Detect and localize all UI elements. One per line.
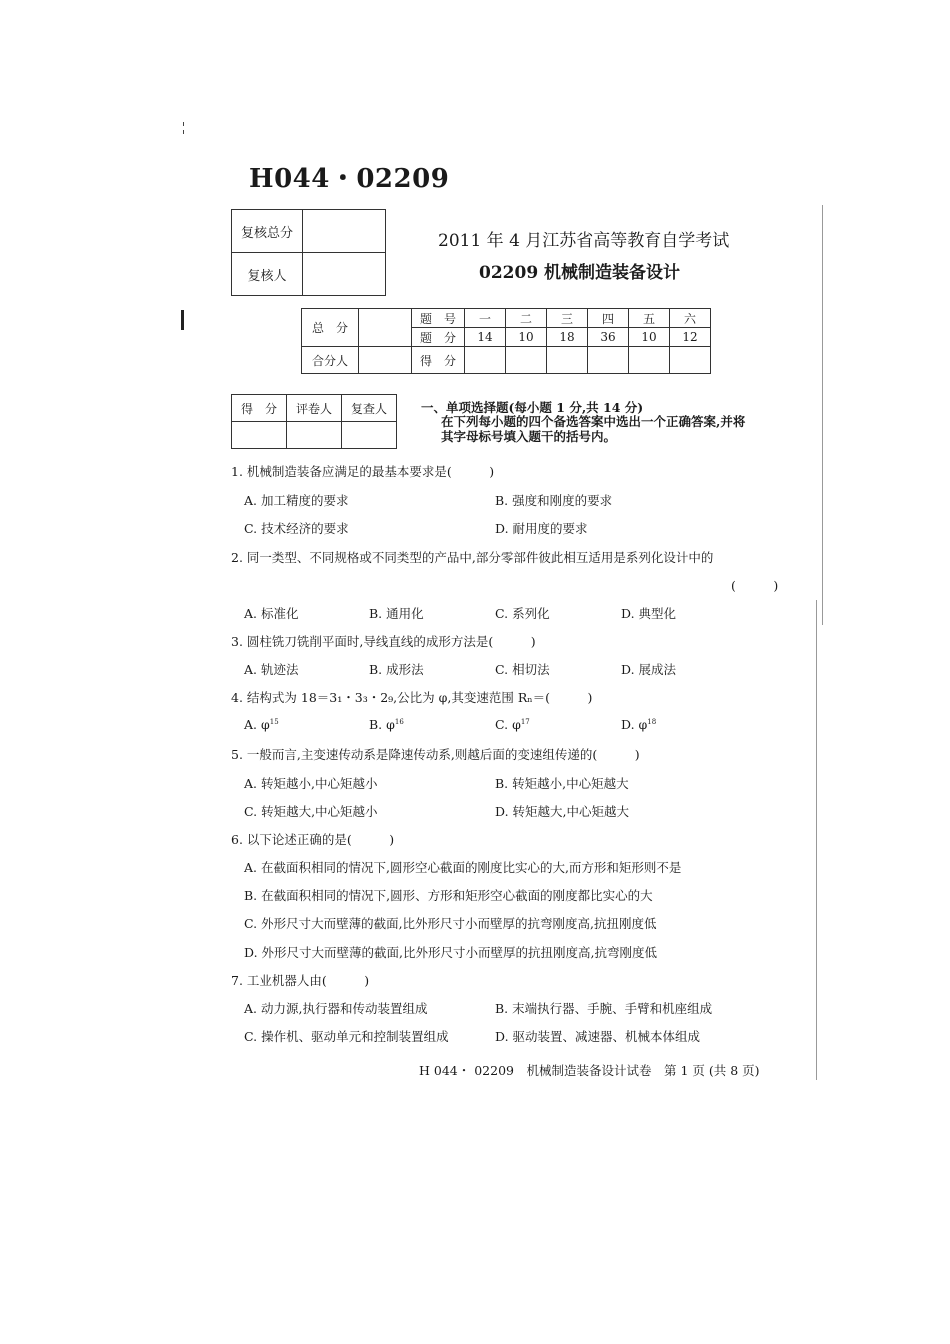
checker-cell <box>342 422 397 449</box>
scan-edge <box>816 600 817 1080</box>
scan-mark <box>181 310 184 330</box>
option-c: C. 相切法 <box>495 662 550 677</box>
option-d: D. 展成法 <box>621 662 677 677</box>
instruction-line: 其字母标号填入题干的括号内。 <box>441 429 617 444</box>
grader-table <box>231 394 397 449</box>
combiner-label: 合分人 <box>302 347 359 374</box>
option-d: D. 耐用度的要求 <box>495 521 588 536</box>
section-title: 一、单项选择题(每小题 1 分,共 14 分) <box>421 400 644 415</box>
total-label: 总 分 <box>302 309 359 347</box>
option-b: B. 在截面积相同的情况下,圆形、方形和矩形空心截面的刚度都比实心的大 <box>244 888 653 903</box>
checker-label: 复查人 <box>342 395 397 422</box>
points-label: 题 分 <box>412 328 465 347</box>
answer-paren: ( ) <box>731 578 779 593</box>
question-no-label: 题 号 <box>412 309 465 328</box>
col-1: 一 <box>465 309 506 328</box>
page-footer: H 044・ 02209 机械制造装备设计试卷 第 1 页 (共 8 页) <box>419 1063 760 1078</box>
question-stem: 4. 结构式为 18＝3₁・3₃・2₉,公比为 φ,其变速范围 Rₙ＝( ) <box>231 690 593 705</box>
option-b: B. 转矩越小,中心矩越大 <box>495 776 629 791</box>
got-3 <box>547 347 588 374</box>
option-a: A. 标准化 <box>244 606 299 621</box>
option-a: A. 动力源,执行器和传动装置组成 <box>244 1001 428 1016</box>
question-stem: 6. 以下论述正确的是( ) <box>231 832 395 847</box>
option-a: A. 转矩越小,中心矩越小 <box>244 776 378 791</box>
points-6: 12 <box>670 328 711 347</box>
reviewer-label: 复核人 <box>232 253 303 296</box>
points-3: 18 <box>547 328 588 347</box>
option-d: D. 典型化 <box>621 606 677 621</box>
option-a: A. 加工精度的要求 <box>244 493 349 508</box>
option-c: C. 转矩越大,中心矩越小 <box>244 804 378 819</box>
option-d: D. 驱动装置、减速器、机械本体组成 <box>495 1029 701 1044</box>
col-2: 二 <box>506 309 547 328</box>
exam-subtitle: 02209 机械制造装备设计 <box>479 263 681 283</box>
question-stem: 5. 一般而言,主变速传动系是降速传动系,则越后面的变速组传递的( ) <box>231 747 640 762</box>
option-c: C. 系列化 <box>495 606 550 621</box>
got-4 <box>588 347 629 374</box>
option-c: C. 操作机、驱动单元和控制装置组成 <box>244 1029 449 1044</box>
reviewer-cell <box>303 253 386 296</box>
grader-cell <box>287 422 342 449</box>
option-d: D. 转矩越大,中心矩越大 <box>495 804 629 819</box>
option-a: A. 在截面积相同的情况下,圆形空心截面的刚度比实心的大,而方形和矩形则不是 <box>244 860 682 875</box>
review-box <box>231 209 386 296</box>
got-6 <box>670 347 711 374</box>
option-b: B. 通用化 <box>369 606 424 621</box>
question-stem: 1. 机械制造装备应满足的最基本要求是( ) <box>231 464 495 479</box>
option-b: B. 末端执行器、手腕、手臂和机座组成 <box>495 1001 713 1016</box>
question-stem: 3. 圆柱铣刀铣削平面时,导线直线的成形方法是( ) <box>231 634 536 649</box>
option-d: D. $\varphi^{18}$ <box>621 717 657 732</box>
option-a: A. $\varphi^{15}$ <box>244 717 279 732</box>
points-1: 14 <box>465 328 506 347</box>
total-cell <box>359 309 412 347</box>
col-5: 五 <box>629 309 670 328</box>
got-label: 得 分 <box>412 347 465 374</box>
section-instructions <box>441 414 801 444</box>
option-c: C. $\varphi^{17}$ <box>495 717 530 732</box>
total-review-cell <box>303 210 386 253</box>
instruction-line: 在下列每小题的四个备选答案中选出一个正确答案,并将 <box>441 414 746 429</box>
points-2: 10 <box>506 328 547 347</box>
grader-score-label: 得 分 <box>232 395 287 422</box>
got-1 <box>465 347 506 374</box>
got-2 <box>506 347 547 374</box>
scan-edge <box>822 205 823 625</box>
option-a: A. 轨迹法 <box>244 662 299 677</box>
paper-code: H044・02209 <box>249 164 450 194</box>
option-b: B. $\varphi^{16}$ <box>369 717 404 732</box>
option-b: B. 强度和刚度的要求 <box>495 493 613 508</box>
option-c: C. 技术经济的要求 <box>244 521 349 536</box>
col-6: 六 <box>670 309 711 328</box>
combiner-cell <box>359 347 412 374</box>
option-b: B. 成形法 <box>369 662 424 677</box>
option-d: D. 外形尺寸大而壁薄的截面,比外形尺寸小而壁厚的抗扭刚度高,抗弯刚度低 <box>244 945 657 960</box>
total-review-label: 复核总分 <box>232 210 303 253</box>
scan-mark <box>183 130 184 134</box>
col-4: 四 <box>588 309 629 328</box>
scan-mark <box>183 122 184 126</box>
col-3: 三 <box>547 309 588 328</box>
grader-label: 评卷人 <box>287 395 342 422</box>
exam-title: 2011 年 4 月江苏省高等教育自学考试 <box>438 231 730 251</box>
question-stem: 7. 工业机器人由( ) <box>231 973 370 988</box>
got-5 <box>629 347 670 374</box>
question-stem: 2. 同一类型、不同规格或不同类型的产品中,部分零部件彼此相互适用是系列化设计中的 <box>231 550 714 565</box>
grader-score-cell <box>232 422 287 449</box>
points-5: 10 <box>629 328 670 347</box>
total-score-table <box>301 308 711 374</box>
points-4: 36 <box>588 328 629 347</box>
option-c: C. 外形尺寸大而壁薄的截面,比外形尺寸小而壁厚的抗弯刚度高,抗扭刚度低 <box>244 916 657 931</box>
